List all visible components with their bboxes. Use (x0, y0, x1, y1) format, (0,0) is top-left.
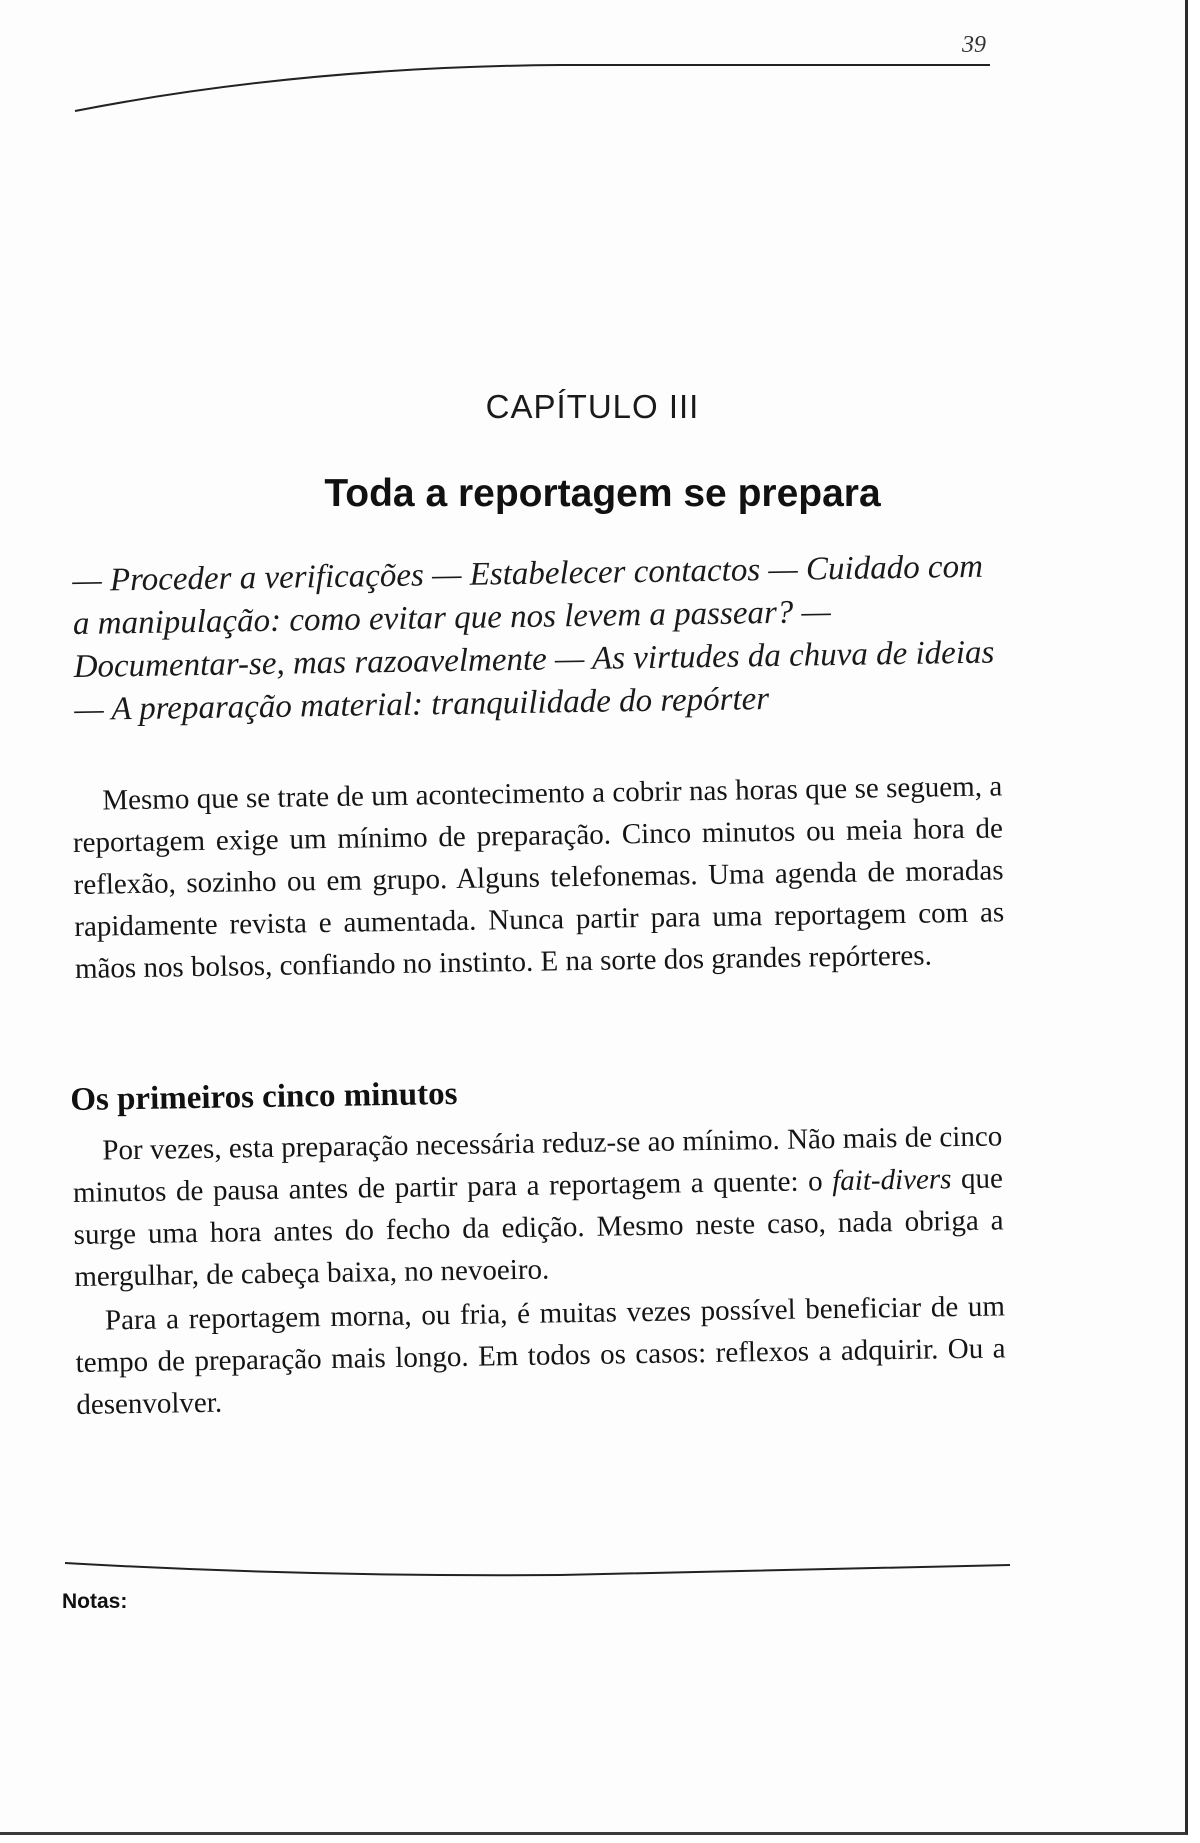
section-heading: Os primeiros cinco minutos (70, 1075, 458, 1118)
chapter-label: CAPÍTULO III (485, 388, 700, 425)
page-number: 39 (962, 32, 986, 58)
section-paragraph-1-start: Por vezes, esta preparação necessária reduz-se ao mínimo. Não mais de cinco minutos de pausa antes de partir para a reportagem a quente: o (72, 1120, 1003, 1209)
italic-term: fait-divers (831, 1163, 952, 1198)
section-paragraph-1-end: que surge uma hora antes do fecho da edição. Mesmo neste caso, nada obriga a mergulhar, de cabeça baixa, no nevoeiro. (73, 1162, 1004, 1293)
chapter-title: Toda a reportagem se prepara (324, 472, 881, 515)
section-paragraph-1 (72, 1115, 1005, 1298)
summary-text: — Proceder a verificações — Estabelecer contactos — Cuidado com a manipulação: como evitar que nos levem a passear? — Documentar-se, mas razoavelmente — As virtudes da chuva de ideias — A preparação material: tranquilidade do repórter (72, 548, 995, 728)
footer-rule (60, 1555, 1020, 1585)
intro-paragraph-block (72, 765, 1005, 990)
section-body (72, 1115, 1007, 1426)
section-paragraph-2: Para a reportagem morna, ou fria, é muitas vezes possível beneficiar de um tempo de preparação mais longo. Em todos os casos: reflexos a adquirir. Ou a desenvolver. (75, 1290, 1006, 1421)
notes-label: Notas: (62, 1590, 128, 1613)
intro-paragraph: Mesmo que se trate de um acontecimento a cobrir nas horas que se seguem, a reportagem exige um mínimo de preparação. Cinco minutos ou meia hora de reflexão, sozinho ou em grupo. Alguns telefonemas. Uma agenda de moradas rapidamente revista e aumentada. Nunca partir para uma reportagem com as mãos nos bolsos, confiando no instinto. E na sorte dos grandes repórteres. (72, 770, 1005, 985)
header-rule (0, 55, 1200, 125)
chapter-summary (72, 545, 1005, 732)
